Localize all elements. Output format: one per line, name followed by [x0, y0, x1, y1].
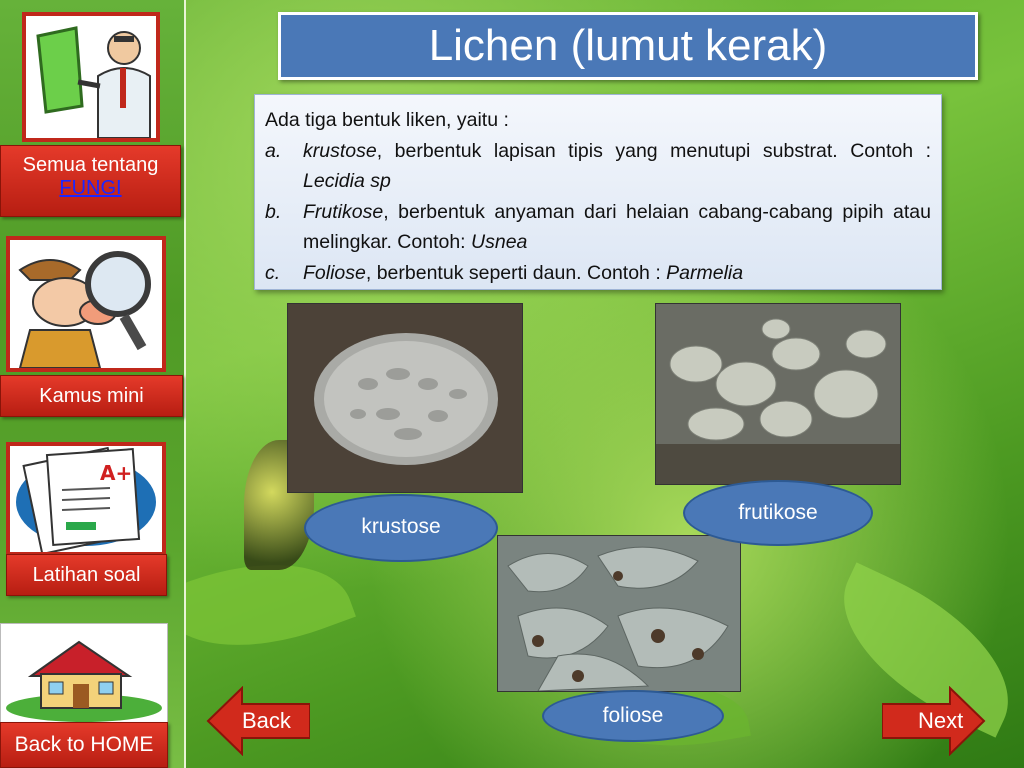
- sidebar-item-label: Latihan soal: [32, 564, 141, 586]
- sidebar-item-label: Semua tentang: [22, 154, 159, 176]
- frutikose-photo: [655, 303, 901, 485]
- krustose-photo: [287, 303, 523, 493]
- lichen-type-desc: , berbentuk anyaman dari helaian cabang-cabang pipih atau melingkar. Contoh:: [303, 200, 931, 253]
- foliose-label: [542, 690, 724, 742]
- list-marker: c.: [265, 261, 281, 284]
- sidebar-item-label: Kamus mini: [39, 385, 144, 407]
- exam-thumbnail[interactable]: [6, 442, 166, 556]
- krustose-label: [304, 494, 498, 562]
- list-item: [265, 197, 931, 258]
- lichen-type-desc: , berbentuk lapisan tipis yang menutupi substrat. Contoh :: [376, 139, 931, 162]
- list-item: [265, 258, 931, 289]
- teacher-thumbnail[interactable]: [22, 12, 160, 142]
- lichen-type-name: Foliose: [303, 261, 366, 284]
- home-thumbnail[interactable]: [0, 623, 168, 723]
- list-marker: a.: [265, 139, 282, 162]
- lichen-example: Lecidia sp: [303, 170, 391, 192]
- magnifier-detective-icon: [10, 240, 162, 368]
- lichen-type-name: Frutikose: [303, 200, 384, 223]
- sidebar-item-label: Back to HOME: [14, 733, 154, 756]
- lichen-type-desc: , berbentuk seperti daun. Contoh :: [365, 261, 667, 284]
- slide-area: [186, 0, 1024, 768]
- page-title: Lichen (lumut kerak): [278, 12, 978, 80]
- sidebar: [0, 0, 186, 768]
- house-icon: [1, 624, 167, 722]
- intro-text: Ada tiga bentuk liken, yaitu :: [265, 109, 509, 131]
- frutikose-label: [683, 480, 873, 546]
- frutikose-label-text: frutikose: [738, 501, 818, 524]
- sidebar-item-kamus[interactable]: [0, 375, 183, 417]
- krustose-label-text: krustose: [361, 515, 441, 538]
- sidebar-item-fungi[interactable]: [0, 145, 181, 217]
- teacher-icon: [26, 16, 156, 138]
- list-item: [265, 136, 931, 197]
- back-to-home-button[interactable]: [0, 722, 168, 768]
- lichen-example: Parmelia: [666, 261, 744, 284]
- back-button[interactable]: [206, 686, 310, 756]
- list-marker: b.: [265, 200, 282, 223]
- next-label: Next: [918, 708, 964, 733]
- next-button[interactable]: [882, 686, 986, 756]
- svg-text:A+: A+: [100, 461, 133, 485]
- description-box: [254, 94, 942, 290]
- detective-thumbnail[interactable]: [6, 236, 166, 372]
- lichen-type-name: krustose: [303, 139, 377, 162]
- back-label: Back: [242, 708, 291, 733]
- sidebar-item-latihan[interactable]: [6, 554, 167, 596]
- fungi-link[interactable]: FUNGI: [59, 177, 122, 199]
- foliose-photo: [497, 535, 741, 692]
- foliose-label-text: foliose: [602, 704, 664, 727]
- exam-paper-icon: [10, 446, 162, 552]
- lichen-example: Usnea: [471, 231, 528, 253]
